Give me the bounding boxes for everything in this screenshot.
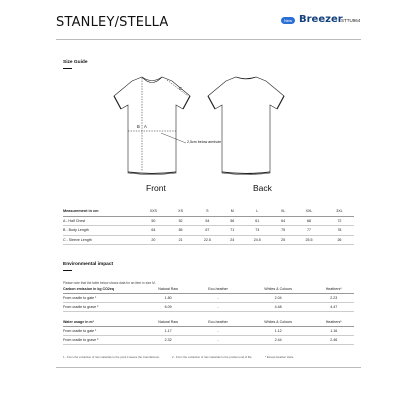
table-row [63,294,354,303]
table-cell: 26 [325,235,354,245]
table-cell: From cradle to gate ¹ [63,294,143,303]
size-table-header-row [63,207,354,216]
table-cell: 4.48 [243,303,313,312]
table-cell: 56 [223,216,241,226]
table-cell: 4.47 [313,303,354,312]
table-cell: 72 [325,216,354,226]
table-cell: 1.17 [143,327,193,336]
table-cell: - [193,327,243,336]
table-row [63,235,354,245]
table-cell: 6.09 [143,303,193,312]
table-header-cell: Eco-heather [193,318,243,327]
table-cell: - [193,303,243,312]
table-cell: 2.32 [143,336,193,345]
size-table-header-cell: S [191,207,223,216]
table-row [63,336,354,345]
table-cell: 64 [273,216,293,226]
header-divider [56,39,361,40]
table-cell: 24.5 [241,235,273,245]
annotation-a: A [144,124,147,129]
table-header-cell: Natural Raw [143,318,193,327]
table-cell: 65 [170,226,192,236]
table-cell: 50 [137,216,170,226]
table-cell: 2.04 [243,294,313,303]
table-cell: 75 [273,226,293,236]
table-header-cell: Natural Raw [143,285,193,294]
annotation-b: B [137,124,140,129]
table-cell: 1.80 [143,294,193,303]
table-cell: 71 [223,226,241,236]
table-cell: C - Sleeve Length [63,235,137,245]
table-header-cell: Whites & Colours [243,318,313,327]
table-row [63,327,354,336]
table-cell: 73 [241,226,273,236]
environment-title: Environmental impact [63,262,114,267]
table-header-cell: Eco-heather [193,285,243,294]
footer-divider [56,367,361,368]
table-cell: 64 [137,226,170,236]
environment-note: Please note that the table below shows data for an item in size M. [63,281,156,285]
product-name: Breezer [299,14,343,25]
size-table-header-cell: M [223,207,241,216]
product-code: STTU964 [341,18,361,23]
table-cell: From cradle to gate ¹ [63,327,143,336]
size-table-header-cell: 3XL [325,207,354,216]
table-cell: 1.16 [313,327,354,336]
table-cell: 24 [223,235,241,245]
water-table [63,318,354,345]
size-table-header-cell: Measurement in cm [63,207,137,216]
table-header-cell: Carbon emission in kg CO2eq [63,285,143,294]
table-cell: - [193,336,243,345]
table-cell: 1.12 [243,327,313,336]
size-guide-title: Size Guide [63,60,88,65]
table-cell: From cradle to grave ² [63,336,143,345]
table-cell: 20 [137,235,170,245]
table-row [63,216,354,226]
size-table-header-cell: XXS [137,207,170,216]
size-table-header-cell: XL [273,207,293,216]
armhole-note: 2,5cm below armhole [187,140,222,144]
table-header-cell: Water usage in m³ [63,318,143,327]
footnote-1: 1 - From the extraction of raw materials to the point it leaves the manufacturer. [63,355,160,359]
table-cell: 21 [170,235,192,245]
table-header-cell: Whites & Colours [243,285,313,294]
annotation-c: C [179,86,183,91]
front-label: Front [146,183,166,193]
table-cell: 22.5 [191,235,223,245]
table-cell: B - Body Length [63,226,137,236]
table-cell: 2.23 [313,294,354,303]
table-header-cell: Heathers* [313,318,354,327]
table-cell: 2.44 [243,336,313,345]
size-table-header-cell: XS [170,207,192,216]
size-guide-underline [63,68,72,69]
footnote-3: * Except Heather Haze [265,355,294,359]
table-row [63,226,354,236]
table-header-cell: Heathers* [313,285,354,294]
carbon-table [63,285,354,312]
table-cell: 77 [293,226,325,236]
table-cell: 52 [170,216,192,226]
size-table-header-cell: L [241,207,273,216]
table-row [63,303,354,312]
size-table-header-cell: XXL [293,207,325,216]
table-cell: 25.5 [293,235,325,245]
back-tshirt-drawing [208,77,284,175]
table-cell: 68 [293,216,325,226]
new-badge: New [281,17,295,24]
table-cell: 78 [325,226,354,236]
table-cell: 61 [241,216,273,226]
water-table-header-row [63,318,354,327]
carbon-table-header-row [63,285,354,294]
size-table [63,207,354,245]
table-cell: - [193,294,243,303]
brand-logo: STANLEY/STELLA [56,15,169,30]
table-cell: 25 [273,235,293,245]
front-tshirt-drawing [114,77,190,175]
table-cell: 54 [191,216,223,226]
table-cell: A - Half Chest [63,216,137,226]
table-cell: From cradle to grave ² [63,303,143,312]
environment-underline [63,270,72,271]
table-cell: 67 [191,226,223,236]
back-label: Back [253,183,272,193]
footnote-2: 2 - From the extraction of raw materials to the product end of life. [172,355,253,359]
table-cell: 2.46 [313,336,354,345]
